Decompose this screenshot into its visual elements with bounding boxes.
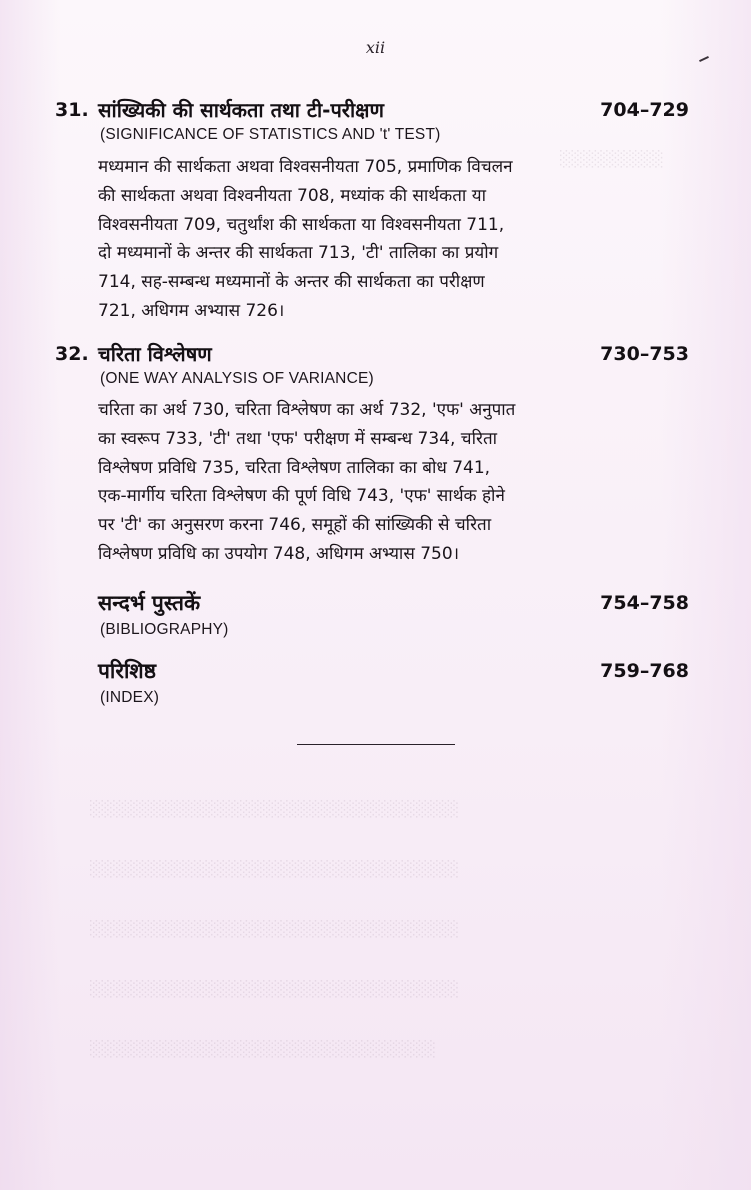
contents-line: विश्वसनीयता 709, चतुर्थांश की सार्थकता या विश्वसनीयता 711, — [98, 214, 505, 235]
chapter-number: 31. — [55, 99, 89, 121]
chapter-title: सांख्यिकी की सार्थकता तथा टी-परीक्षण — [98, 98, 384, 122]
bleed-through-text: ░░░░░░░░░░░░░░░░░░░░░░░░░░░░░░░░ — [90, 920, 460, 938]
page-range: 759–768 — [600, 660, 689, 682]
toc-entry-31[interactable] — [0, 95, 751, 321]
toc-entry-32[interactable] — [0, 339, 751, 564]
contents-line: 721, अधिगम अभ्यास 726। — [98, 300, 285, 321]
bleed-through-text: ░░░░░░░░░░░░░░░░░░░░░░░░░░░░░░░░ — [90, 860, 460, 878]
page-range: 704–729 — [600, 99, 689, 121]
contents-line: 714, सह-सम्बन्ध मध्यमानों के अन्तर की सार्थकता का परीक्षण — [98, 272, 485, 293]
contents-line: विश्लेषण प्रविधि 735, चरिता विश्लेषण तालिका का बोध 741, — [98, 457, 491, 478]
chapter-contents — [98, 396, 690, 569]
contents-line: का स्वरूप 733, 'टी' तथा 'एफ' परीक्षण में सम्बन्ध 734, चरिता — [98, 428, 498, 449]
bleed-through-text: ░░░░░░░░░ — [560, 150, 664, 168]
section-title: परिशिष्ठ — [98, 659, 157, 683]
toc-entry-bibliography[interactable] — [0, 588, 751, 638]
contents-line: विश्लेषण प्रविधि का उपयोग 748, अधिगम अभ्यास 750। — [98, 543, 460, 564]
contents-line: की सार्थकता अथवा विश्वनीयता 708, मध्यांक की सार्थकता या — [98, 185, 486, 206]
end-rule — [297, 744, 455, 745]
page-number: xii — [365, 38, 386, 57]
chapter-contents — [98, 153, 690, 326]
contents-line: दो मध्यमानों के अन्तर की सार्थकता 713, 'टी' तालिका का प्रयोग — [98, 243, 499, 264]
chapter-number: 32. — [55, 343, 89, 365]
chapter-title: चरिता विश्लेषण — [98, 342, 212, 366]
chapter-subtitle: (ONE WAY ANALYSIS OF VARIANCE) — [100, 370, 374, 387]
contents-line: चरिता का अर्थ 730, चरिता विश्लेषण का अर्थ 732, 'एफ' अनुपात — [98, 400, 516, 420]
section-subtitle: (INDEX) — [100, 689, 160, 706]
section-subtitle: (BIBLIOGRAPHY) — [100, 621, 229, 638]
page-range: 754–758 — [600, 592, 689, 614]
contents-line: मध्यमान की सार्थकता अथवा विश्वसनीयता 705, प्रमाणिक विचलन — [98, 157, 513, 177]
section-title: सन्दर्भ पुस्तकें — [98, 591, 201, 615]
toc-entry-index[interactable] — [0, 656, 751, 706]
bleed-through-text: ░░░░░░░░░░░░░░░░░░░░░░░░░░░░░░░░ — [90, 800, 460, 818]
contents-line: एक-मार्गीय चरिता विश्लेषण की पूर्ण विधि 743, 'एफ' सार्थक होने — [98, 486, 505, 507]
page-range: 730–753 — [600, 343, 689, 365]
bleed-through-text: ░░░░░░░░░░░░░░░░░░░░░░░░░░░░░░ — [90, 1040, 437, 1058]
bleed-through-text: ░░░░░░░░░░░░░░░░░░░░░░░░░░░░░░░░ — [90, 980, 460, 998]
contents-line: पर 'टी' का अनुसरण करना 746, समूहों की सांख्यिकी से चरिता — [98, 515, 492, 536]
chapter-subtitle: (SIGNIFICANCE OF STATISTICS AND 't' TEST) — [100, 126, 441, 143]
